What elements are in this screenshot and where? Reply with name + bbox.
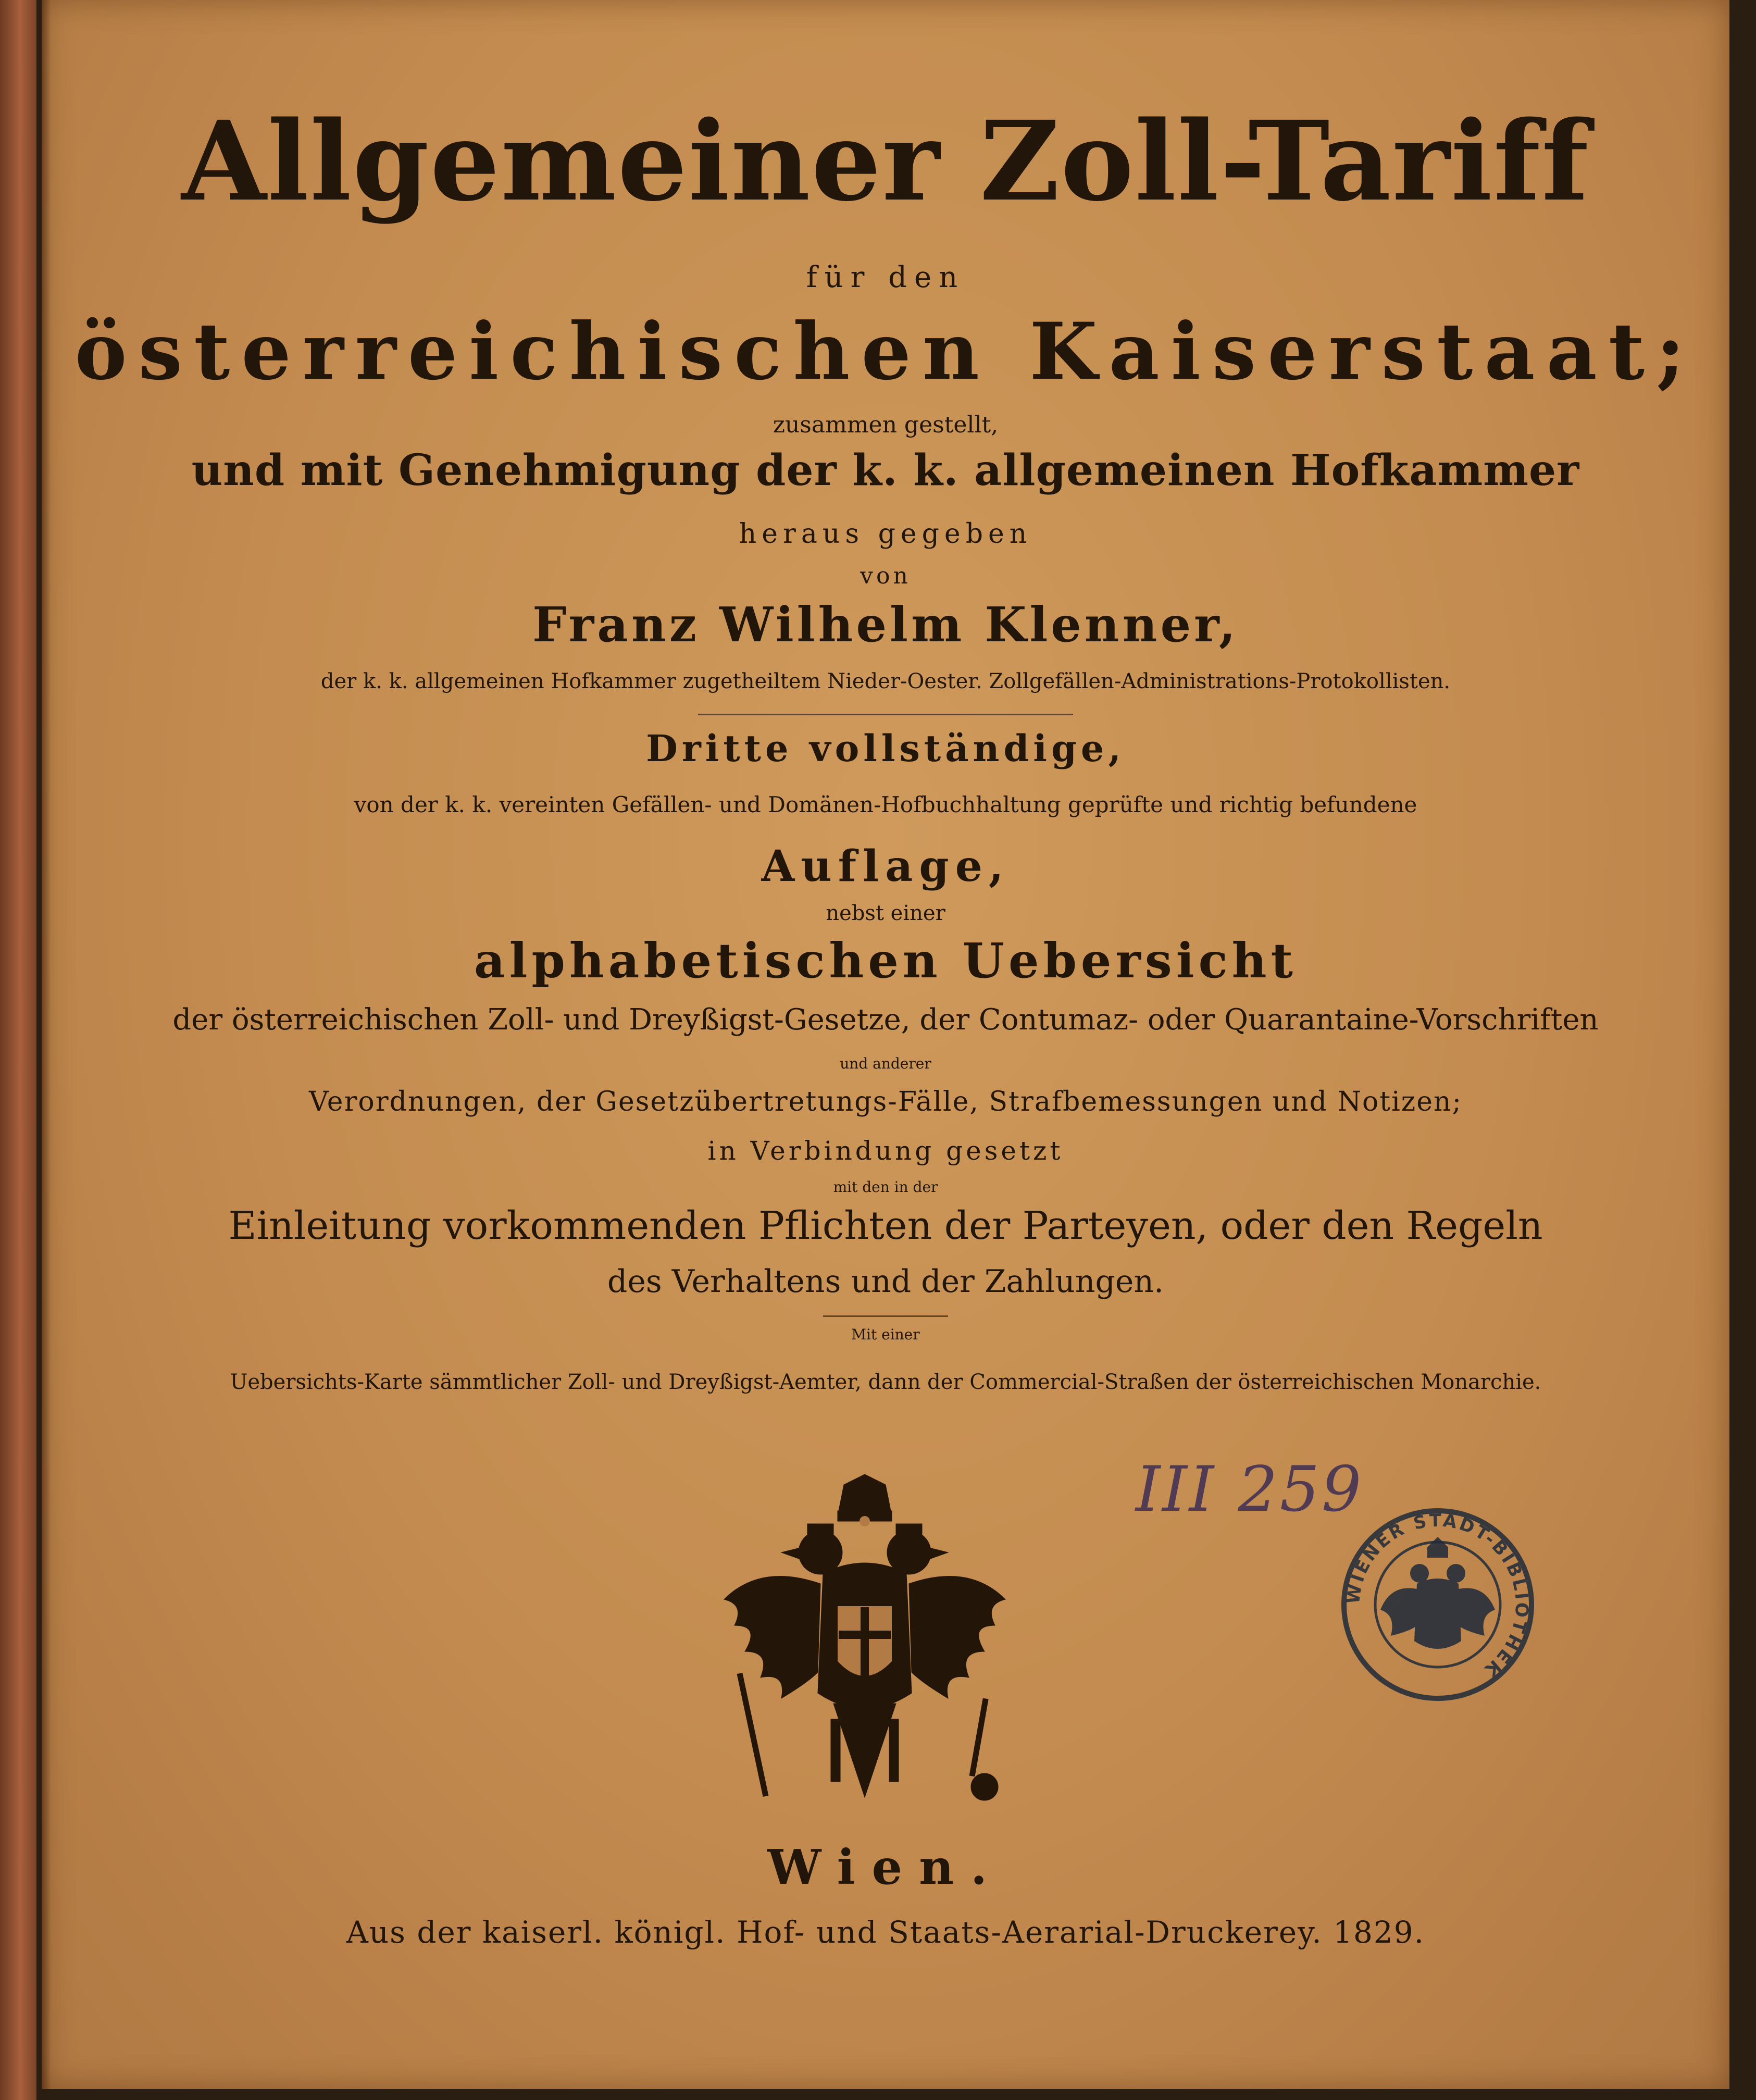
verhaltens-line: des Verhaltens und der Zahlungen. <box>607 1263 1164 1300</box>
und-anderer-line: und anderer <box>840 1055 931 1072</box>
author-role: der k. k. allgemeinen Hofkammer zugetheiltem Nieder-Oester. Zollgefällen-Administrations-Protokollisten. <box>320 669 1451 693</box>
imprint-line: Aus der kaiserl. königl. Hof- und Staats-Aerarial-Druckerey. 1829. <box>346 1915 1425 1950</box>
gutter-shadow <box>42 0 51 2089</box>
book-spine-edge <box>0 0 36 2100</box>
mit-den-line: mit den in der <box>833 1178 938 1196</box>
main-title: Allgemeiner Zoll-Tariff <box>181 97 1590 226</box>
divider-rule-2 <box>823 1315 948 1317</box>
handwritten-shelfmark: III 259 <box>1136 1453 1364 1526</box>
nebst-line: nebst einer <box>826 901 945 925</box>
karte-line: Uebersichts-Karte sämmtlicher Zoll- und Dreyßigst-Aemter, dann der Commercial-Straßen der österreichischen Monarchie. <box>230 1370 1541 1394</box>
uebersicht-title: alphabetischen Uebersicht <box>474 933 1298 989</box>
genehmigung-line: und mit Genehmigung der k. k. allgemeinen Hofkammer <box>191 445 1580 495</box>
zusammen-line: zusammen gestellt, <box>773 412 999 438</box>
gesetze-line: der österreichischen Zoll- und Dreyßigst-Gesetze, der Contumaz- oder Quarantaine-Vorschriften <box>172 1003 1599 1037</box>
place-of-publication: Wien. <box>767 1839 1004 1895</box>
subject-title: österreichischen Kaiserstaat; <box>74 306 1697 397</box>
stamp-text: WIENER STADT-BIBLIOTHEK <box>1342 1510 1533 1682</box>
imperial-eagle-icon <box>714 1474 1016 1849</box>
verordnungen-line: Verordnungen, der Gesetzübertretungs-Fälle, Strafbemessungen und Notizen; <box>309 1086 1462 1117</box>
edition-note: von der k. k. vereinten Gefällen- und Domänen-Hofbuchhaltung geprüfte und richtig befundene <box>354 792 1417 817</box>
einleitung-line: Einleitung vorkommenden Pflichten der Parteyen, oder den Regeln <box>228 1203 1543 1248</box>
herausgegeben-line: heraus gegeben <box>739 518 1032 550</box>
edition-line: Dritte vollständige, <box>646 727 1125 770</box>
divider-rule-1 <box>698 714 1073 715</box>
auflage-line: Auflage, <box>761 841 1010 891</box>
author-name: Franz Wilhelm Klenner, <box>532 597 1239 653</box>
mit-einer-line: Mit einer <box>851 1326 920 1343</box>
von-line: von <box>860 563 911 589</box>
library-stamp-icon <box>1339 1506 1537 1704</box>
verbindung-line: in Verbindung gesetzt <box>707 1136 1064 1166</box>
fuer-den-line: für den <box>806 260 965 294</box>
